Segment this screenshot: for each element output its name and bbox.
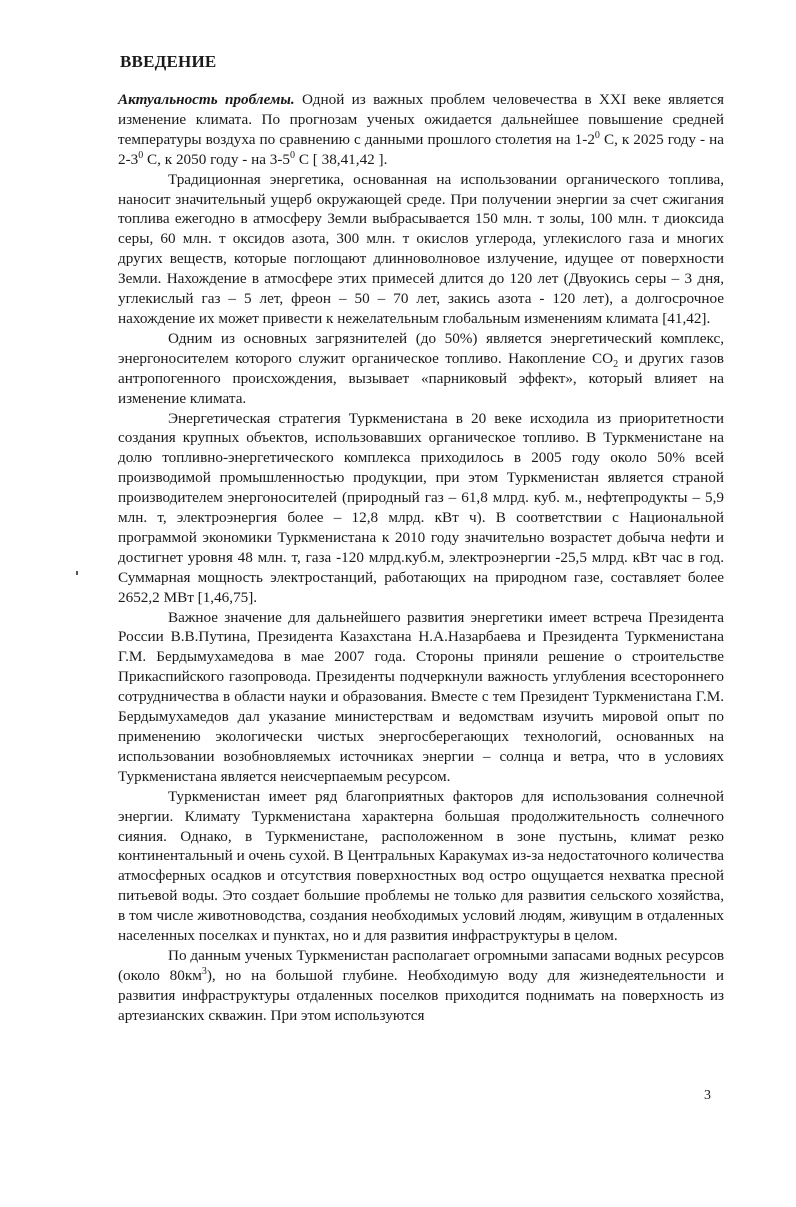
body-text	[118, 90, 724, 1026]
scan-speck	[76, 571, 78, 575]
paragraph-energy-strategy: Энергетическая стратегия Туркменистана в 20 веке исходила из приоритетности создания крупных объектов, использовавших органическое топливо. В Туркменистане на долю топливно-энергетического комплекса приходилось в 2005 году около 50% всей производимой промышленностью продукции, при этом Туркменистан является страной производителем энергоносителей (природный газ – 61,8 млрд. куб. м., нефтепродукты – 5,9 млн. т, электроэнергия более – 12,8 млрд. кВт ч). В соответствии с Национальной программой экономики Туркменистана к 2010 году значительно возрастет добыча нефти и достигнет уровня 48 млн. т, газа -120 млрд.куб.м, электроэнергии -25,5 млрд. кВт час в год. Суммарная мощность электростанций, работающих на природном газе, составляет более 2652,2 МВт [1,46,75].	[118, 409, 724, 606]
superscript: 0	[138, 149, 144, 161]
superscript: 3	[201, 965, 207, 977]
paragraph-pollutants: Одним из основных загрязнителей (до 50%) является энергетический комплекс, энергоносителем которого служит органическое топливо. Накопление $CO_2$ и других газов антропогенного происхождения, вызывает «парниковый эффект», который влияет на изменение климата.	[118, 329, 724, 407]
subscript: 2	[613, 358, 619, 370]
paragraph-lead: Актуальность проблемы.	[118, 91, 295, 108]
superscript: 0	[594, 129, 600, 141]
paragraph-traditional-energy: Традиционная энергетика, основанная на использовании органического топлива, наносит значительный ущерб окружающей среде. При получении энергии за счет сжигания топлива ежегодно в атмосферу Земли выбрасывается 150 млн. т золы, 100 млн. т диоксида серы, 60 млн. т оксидов азота, 300 млн. т окислов углерода, углекислого газа и многих других веществ, которые поглощают длинноволновое излучение, идущее от поверхности Земли. Нахождение в атмосфере этих примесей длится до 120 лет (Двуокись серы – 3 дня, углекислый газ – 5 лет, фреон – 50 – 70 лет, закись азота - 120 лет), а долгосрочное нахождение их может привести к нежелательным глобальным изменениям климата [41,42].	[118, 170, 724, 327]
paragraph-solar-factors: Туркменистан имеет ряд благоприятных факторов для использования солнечной энергии. Климату Туркменистана характерна большая продолжительность солнечного сияния. Однако, в Туркменистане, расположенном в зоне пустынь, климат резко континентальный и очень сухой. В Центральных Каракумах из-за недостаточного количества атмосферных осадков и отсутствия поверхностных вод остро ощущается нехватка пресной питьевой воды. Это создает большие проблемы не только для развития сельского хозяйства, в том числе животноводства, создания необходимых условий людям, живущим в отдаленных населенных поселках и пунктах, но и для развития инфраструктуры в целом.	[118, 787, 724, 945]
paragraph-presidents-meeting: Важное значение для дальнейшего развития энергетики имеет встреча Президента России В.В.Путина, Президента Казахстана Н.А.Назарбаева и Президента Туркменистана Г.М. Бердымухамедова в мае 2007 года. Стороны приняли решение о строительстве Прикаспийского газопровода. Президенты подчеркнули важность углубления всестороннего сотрудничества в области науки и образования. Вместе с тем Президент Туркменистана Г.М. Бердымухамедов дал указание министерствам и ведомствам изучить мировой опыт по применению экологически чистых энергосберегающих технологий, основанных на использовании возобновляемых источниках энергии – солнца и ветра, что в условиях Туркменистана является неисчерпаемым ресурсом.	[118, 608, 724, 785]
paragraph-water-resources: По данным ученых Туркменистан располагает огромными запасами водных ресурсов (около $80км^3$), но на большой глубине. Необходимую воду для жизнедеятельности и развития инфраструктуры отдаленных поселков приходится поднимать на поверхность из артезианских скважин. При этом используются	[118, 946, 724, 1024]
section-heading: ВВЕДЕНИЕ	[120, 52, 217, 71]
paragraph-relevance: Актуальность проблемы. Одной из важных проблем человечества в XXI веке является изменение климата. По прогнозам ученых ожидается дальнейшее повышение средней температуры воздуха по сравнению с данными прошлого столетия на $1-2^0$ С, к 2025 году - на $2-3^0$ С, к 2050 году - на $3-5^0$ С [ 38,41,42 ].	[118, 91, 724, 168]
page-number: 3	[704, 1088, 711, 1103]
superscript: 0	[290, 149, 296, 161]
